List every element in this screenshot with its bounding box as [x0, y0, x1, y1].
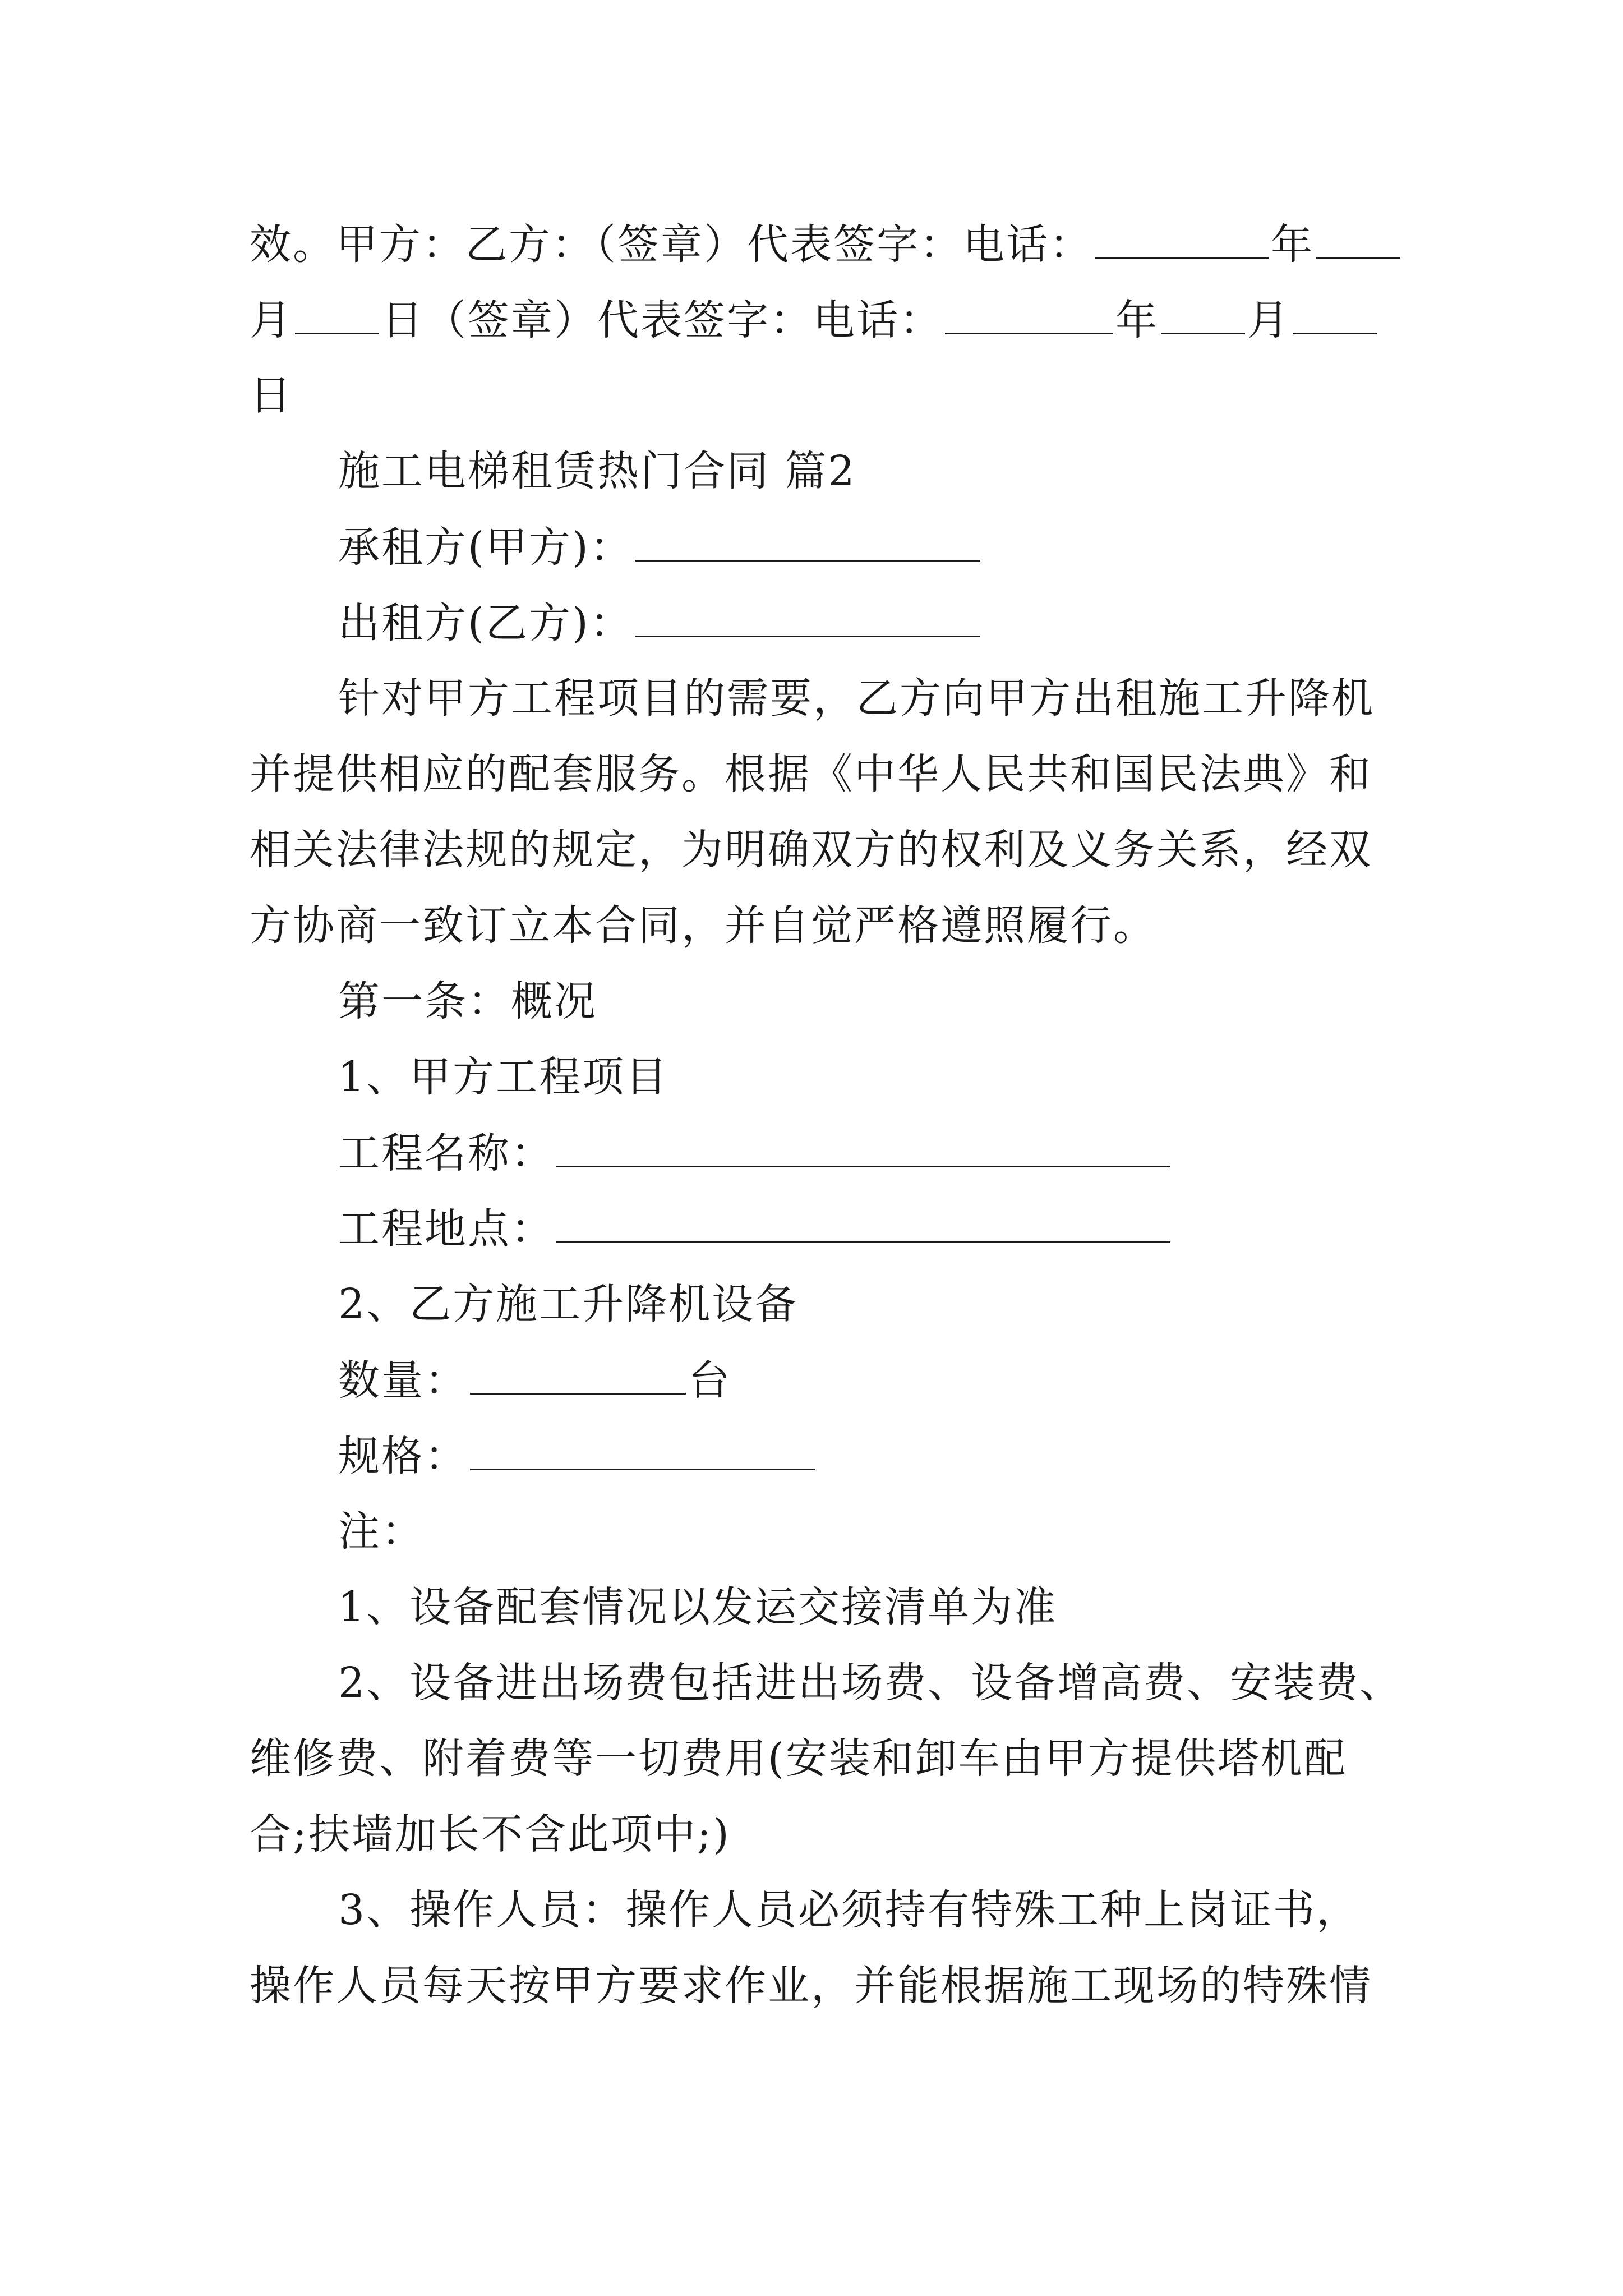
date-blank	[1316, 223, 1400, 259]
year-label: 年	[1271, 220, 1314, 269]
note-item: 1、设备配套情况以发运交接清单为准	[338, 1583, 1058, 1631]
spec-line	[338, 1432, 817, 1480]
unit-label: 台	[688, 1356, 731, 1405]
spec-label: 规格：	[338, 1432, 468, 1480]
item-heading: 2、乙方施工升降机设备	[338, 1280, 799, 1328]
article-heading: 第一条：概况	[338, 977, 597, 1025]
lessor-line	[338, 599, 983, 647]
project-name-line	[338, 1129, 1173, 1177]
lessee-label: 承租方(甲方)：	[338, 523, 633, 572]
lessee-blank	[635, 526, 980, 562]
month-label: 月	[250, 296, 293, 344]
project-location-label: 工程地点：	[338, 1205, 554, 1253]
item-heading: 1、甲方工程项目	[338, 1053, 669, 1101]
date-blank	[1161, 299, 1245, 334]
quantity-blank	[470, 1359, 686, 1395]
paragraph-line: 维修费、附着费等一切费用(安装和卸车由甲方提供塔机配	[250, 1734, 1347, 1783]
section-title: 施工电梯租赁热门合同 篇2	[338, 447, 856, 495]
note-heading: 注：	[338, 1507, 425, 1556]
paragraph-line: 方协商一致订立本合同，并自觉严格遵照履行。	[250, 901, 1156, 950]
paragraph-line: 并提供相应的配套服务。根据《中华人民共和国民法典》和	[250, 750, 1372, 798]
date-blank	[945, 299, 1113, 334]
lessee-line	[338, 523, 983, 572]
year-label: 年	[1115, 296, 1159, 344]
signature-line-2	[250, 296, 1379, 344]
date-blank	[1293, 299, 1377, 334]
note-item: 3、操作人员：操作人员必须持有特殊工种上岗证书，	[338, 1886, 1360, 1934]
signature-text: 日（签章）代表签字：电话：	[381, 296, 943, 344]
quantity-label: 数量：	[338, 1356, 468, 1405]
date-blank	[295, 299, 379, 334]
project-name-blank	[556, 1132, 1170, 1167]
paragraph-line: 操作人员每天按甲方要求作业，并能根据施工现场的特殊情	[250, 1962, 1372, 2010]
project-name-label: 工程名称：	[338, 1129, 554, 1177]
quantity-line	[338, 1356, 731, 1405]
paragraph-line: 针对甲方工程项目的需要，乙方向甲方出租施工升降机	[338, 674, 1375, 723]
paragraph-line: 相关法律法规的规定，为明确双方的权利及义务关系，经双	[250, 826, 1372, 874]
paragraph-line: 合;扶墙加长不含此项中;)	[250, 1810, 731, 1858]
project-location-line	[338, 1205, 1173, 1253]
note-item: 2、设备进出场费包括进出场费、设备增高费、安装费、	[338, 1659, 1403, 1707]
project-location-blank	[556, 1208, 1170, 1243]
date-blank	[1095, 223, 1269, 259]
signature-line-1	[250, 220, 1403, 269]
month-label: 月	[1247, 296, 1290, 344]
lessor-label: 出租方(乙方)：	[338, 599, 633, 647]
signature-text: 效。甲方：乙方：（签章）代表签字：电话：	[250, 220, 1092, 269]
day-label: 日	[250, 371, 293, 420]
lessor-blank	[635, 602, 980, 637]
spec-blank	[470, 1435, 815, 1470]
